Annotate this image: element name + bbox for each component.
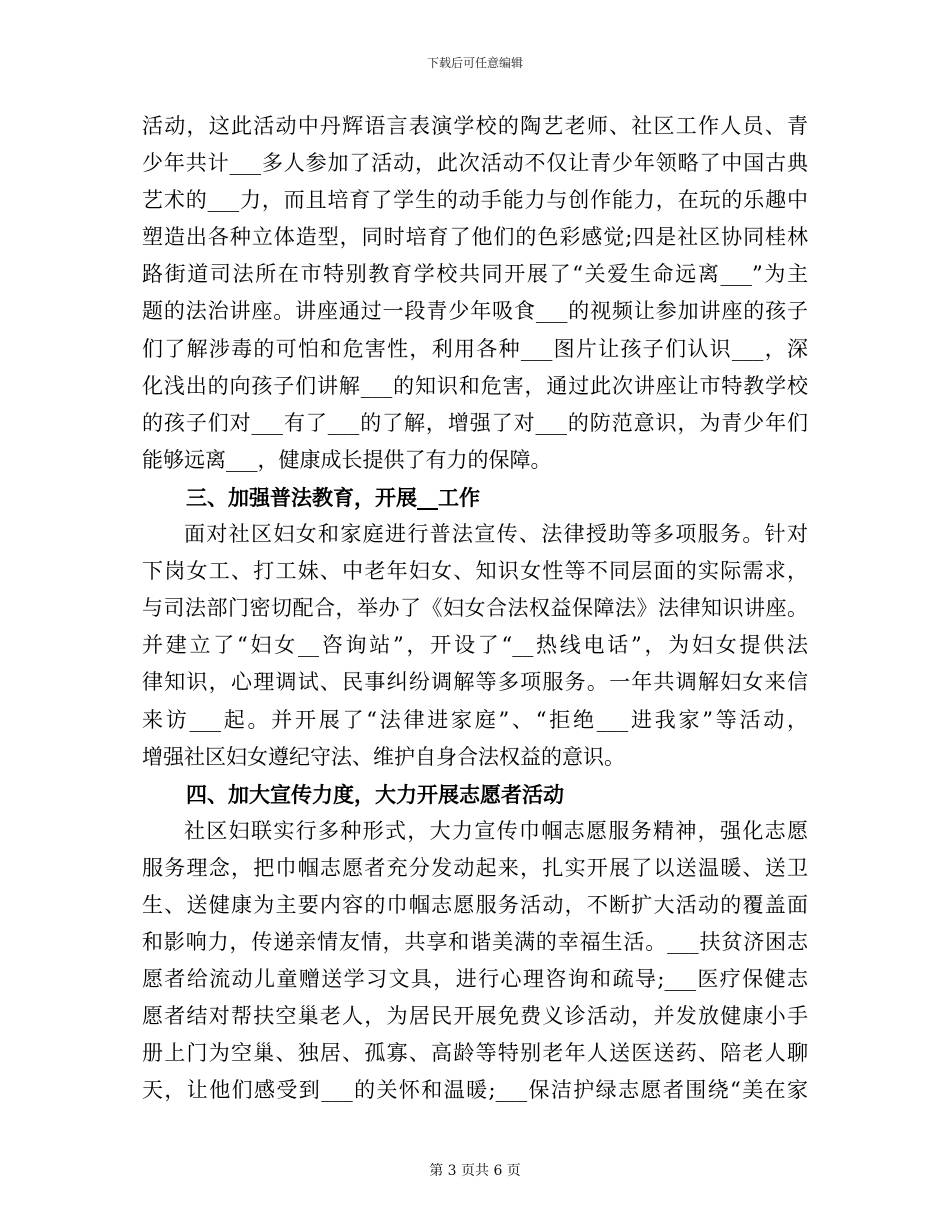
text-line: 愿者给流动儿童赠送学习文具，进行心理咨询和疏导;___医疗保健志 — [142, 967, 808, 992]
text-line: 化浅出的向孩子们讲解___的知识和危害，通过此次讲座让市特教学校 — [142, 373, 808, 398]
text-line: 题的法治讲座。讲座通过一段青少年吸食___的视频让参加讲座的孩子 — [142, 299, 808, 324]
text-line: 路街道司法所在市特别教育学校共同开展了“关爱生命远离___”为主 — [142, 262, 808, 287]
text-line: 册上门为空巢、独居、孤寡、高龄等特别老年人送医送药、陪老人聊 — [142, 1041, 808, 1066]
page-number: 第 3 页共 6 页 — [429, 1163, 521, 1179]
header-note: 下载后可任意编辑 — [426, 56, 523, 70]
text-line: 和影响力，传递亲情友情，共享和谐美满的幸福生活。___扶贫济困志 — [142, 930, 808, 955]
text-line: 们了解涉毒的可怕和危害性，利用各种___图片让孩子们认识___，深 — [142, 336, 808, 361]
text-line: 塑造出各种立体造型，同时培育了他们的色彩感觉;四是社区协同桂林 — [142, 225, 808, 250]
text-line: 的孩子们对___有了___的了解，增强了对___的防范意识，为青少年们 — [142, 410, 808, 435]
text-line: 活动，这此活动中丹辉语言表演学校的陶艺老师、社区工作人员、青 — [142, 114, 808, 138]
text-line: 艺术的___力，而且培育了学生的动手能力与创作能力，在玩的乐趣中 — [142, 188, 808, 213]
text-line: 与司法部门密切配合，举办了《妇女合法权益保障法》法律知识讲座。 — [142, 596, 808, 621]
text-line: 少年共计___多人参加了活动，此次活动不仅让青少年领略了中国古典 — [142, 151, 808, 176]
text-line: 服务理念，把巾帼志愿者充分发动起来，扎实开展了以送温暖、送卫 — [142, 855, 808, 880]
paragraph-first-line: 社区妇联实行多种形式，大力宣传巾帼志愿服务精神，强化志愿 — [184, 818, 808, 843]
text-line: 来访___起。并开展了“法律进家庭”、“拒绝___进我家”等活动， — [142, 707, 808, 732]
text-line: 增强社区妇女遵纪守法、维护自身合法权益的意识。 — [142, 744, 625, 769]
body-text — [142, 108, 808, 1110]
text-line: 能够远离___，健康成长提供了有力的保障。 — [142, 447, 552, 472]
text-line: 律知识，心理调试、民事纠纷调解等多项服务。一年共调解妇女来信 — [142, 670, 808, 695]
text-line: 下岗女工、打工妹、中老年妇女、知识女性等不同层面的实际需求， — [142, 559, 808, 584]
text-line: 天，让他们感受到___的关怀和温暖;___保洁护绿志愿者围绕“美在家 — [142, 1078, 808, 1103]
paragraph-first-line: 面对社区妇女和家庭进行普法宣传、法律授助等多项服务。针对 — [184, 522, 808, 547]
section-heading-4: 四、加大宣传力度，大力开展志愿者活动 — [186, 781, 564, 807]
section-heading-3: 三、加强普法教育，开展__工作 — [186, 484, 480, 510]
text-line: 愿者结对帮扶空巢老人，为居民开展免费义诊活动，并发放健康小手 — [142, 1004, 808, 1029]
text-line: 生、送健康为主要内容的巾帼志愿服务活动，不断扩大活动的覆盖面 — [142, 892, 808, 917]
text-line: 并建立了“妇女__咨询站”，开设了“__热线电话”，为妇女提供法 — [142, 633, 808, 658]
